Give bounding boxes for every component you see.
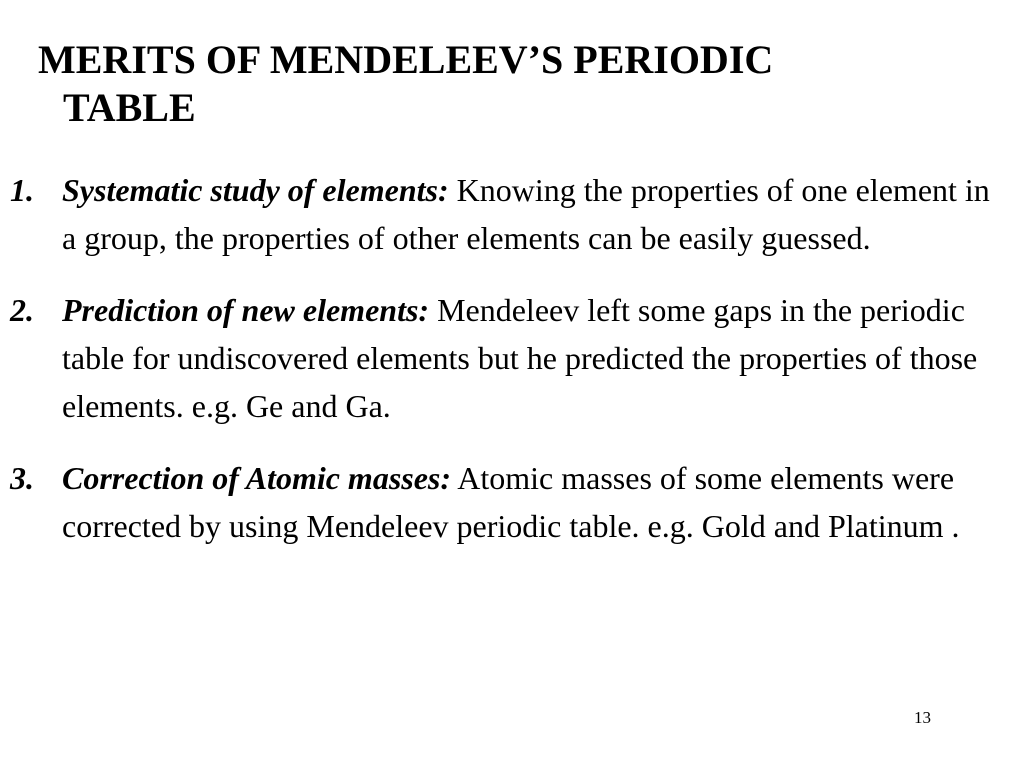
merit-number: 2. [10, 292, 34, 328]
merit-item-3 [0, 454, 1010, 550]
title-line-2: TABLE [63, 85, 196, 130]
merit-heading: Prediction of new elements: [62, 292, 430, 328]
slide-title [38, 36, 938, 132]
merit-text: Atomic masses of some elements were corrected by using Mendeleev periodic table. e.g. Gold and Platinum . [62, 460, 960, 544]
merit-number: 1. [10, 172, 34, 208]
merit-number: 3. [10, 460, 34, 496]
merit-item-1 [0, 166, 1010, 262]
merit-heading: Systematic study of elements: [62, 172, 449, 208]
title-line-1: MERITS OF MENDELEEV’S PERIODIC [38, 37, 774, 82]
merit-text: Mendeleev left some gaps in the periodic table for undiscovered elements but he predicted the properties of those elements. e.g. Ge and Ga. [62, 292, 978, 424]
merit-heading: Correction of Atomic masses: [62, 460, 452, 496]
merit-text: Knowing the properties of one element in a group, the properties of other elements can be easily guessed. [62, 172, 990, 256]
merits-list [0, 166, 1010, 574]
page-number: 13 [914, 708, 931, 727]
merit-item-2 [0, 286, 1010, 430]
